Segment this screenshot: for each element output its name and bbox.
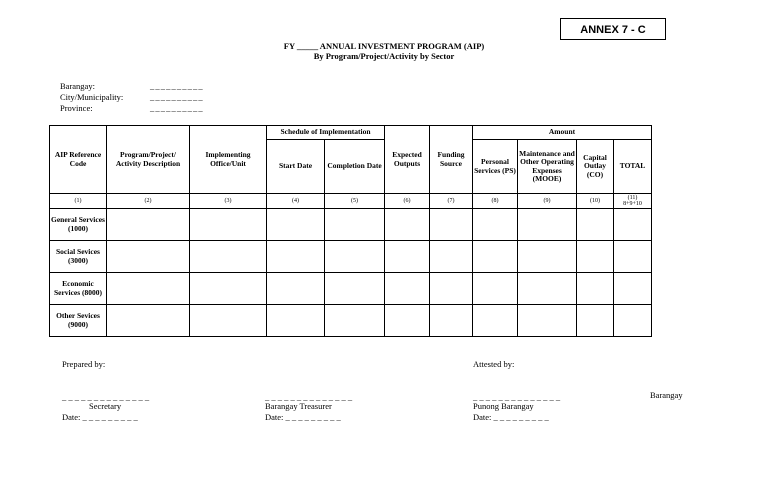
col-number-total: (11) 8+9+10 xyxy=(614,194,652,209)
province-label: Province: xyxy=(60,103,93,113)
row-general-services: General Services (1000) xyxy=(50,209,107,241)
city-label: City/Municipality: xyxy=(60,92,124,102)
barangay-right-label: Barangay xyxy=(650,390,683,400)
signature-line: _ _ _ _ _ _ _ _ _ _ _ _ _ _ xyxy=(265,392,353,402)
col-number: (9) xyxy=(518,194,577,209)
header-start-date: Start Date xyxy=(267,140,325,194)
city-blank: _ _ _ _ _ _ _ _ _ _ xyxy=(150,92,203,102)
signature-line: _ _ _ _ _ _ _ _ _ _ _ _ _ _ xyxy=(62,392,150,402)
date-field: Date: _ _ _ _ _ _ _ _ _ xyxy=(473,412,549,422)
header-aip-code: AIP Reference Code xyxy=(50,126,107,194)
col-number: (10) xyxy=(577,194,614,209)
header-ps: Personal Services (PS) xyxy=(473,140,518,194)
signature-line: _ _ _ _ _ _ _ _ _ _ _ _ _ _ xyxy=(473,392,561,402)
aip-table xyxy=(49,125,652,337)
col-number: (7) xyxy=(430,194,473,209)
header-schedule-group: Schedule of Implementation xyxy=(267,126,385,140)
row-social-services: Social Sevices (3000) xyxy=(50,241,107,273)
attested-by-label: Attested by: xyxy=(473,359,515,369)
col-number: (4) xyxy=(267,194,325,209)
barangay-label: Barangay: xyxy=(60,81,95,91)
header-outputs: Expected Outputs xyxy=(385,126,430,194)
header-funding: Funding Source xyxy=(430,126,473,194)
col-number: (5) xyxy=(325,194,385,209)
row-other-services: Other Sevices (9000) xyxy=(50,305,107,337)
col-number: (1) xyxy=(50,194,107,209)
header-completion-date: Completion Date xyxy=(325,140,385,194)
col-number: (3) xyxy=(190,194,267,209)
col-number: (6) xyxy=(385,194,430,209)
col-number: (2) xyxy=(107,194,190,209)
header-description: Program/Project/ Activity Description xyxy=(107,126,190,194)
date-field: Date: _ _ _ _ _ _ _ _ _ xyxy=(62,412,138,422)
date-field: Date: _ _ _ _ _ _ _ _ _ xyxy=(265,412,341,422)
barangay-blank: _ _ _ _ _ _ _ _ _ _ xyxy=(150,81,203,91)
header-total: TOTAL xyxy=(614,140,652,194)
annex-label: ANNEX 7 - C xyxy=(560,18,666,40)
punong-label: Punong Barangay xyxy=(473,401,534,411)
row-economic-services: Economic Services (8000) xyxy=(50,273,107,305)
header-amount-group: Amount xyxy=(473,126,652,140)
province-blank: _ _ _ _ _ _ _ _ _ _ xyxy=(150,103,203,113)
treasurer-label: Barangay Treasurer xyxy=(265,401,332,411)
header-office: Implementing Office/Unit xyxy=(190,126,267,194)
header-co: Capital Outlay (CO) xyxy=(577,140,614,194)
document-subtitle: By Program/Project/Activity by Sector xyxy=(313,51,455,61)
col-number: (8) xyxy=(473,194,518,209)
document-title: FY _____ ANNUAL INVESTMENT PROGRAM (AIP) xyxy=(283,41,485,51)
header-mooe: Maintenance and Other Operating Expenses (MOOE) xyxy=(518,140,577,194)
secretary-label: Secretary xyxy=(89,401,122,411)
prepared-by-label: Prepared by: xyxy=(62,359,106,369)
